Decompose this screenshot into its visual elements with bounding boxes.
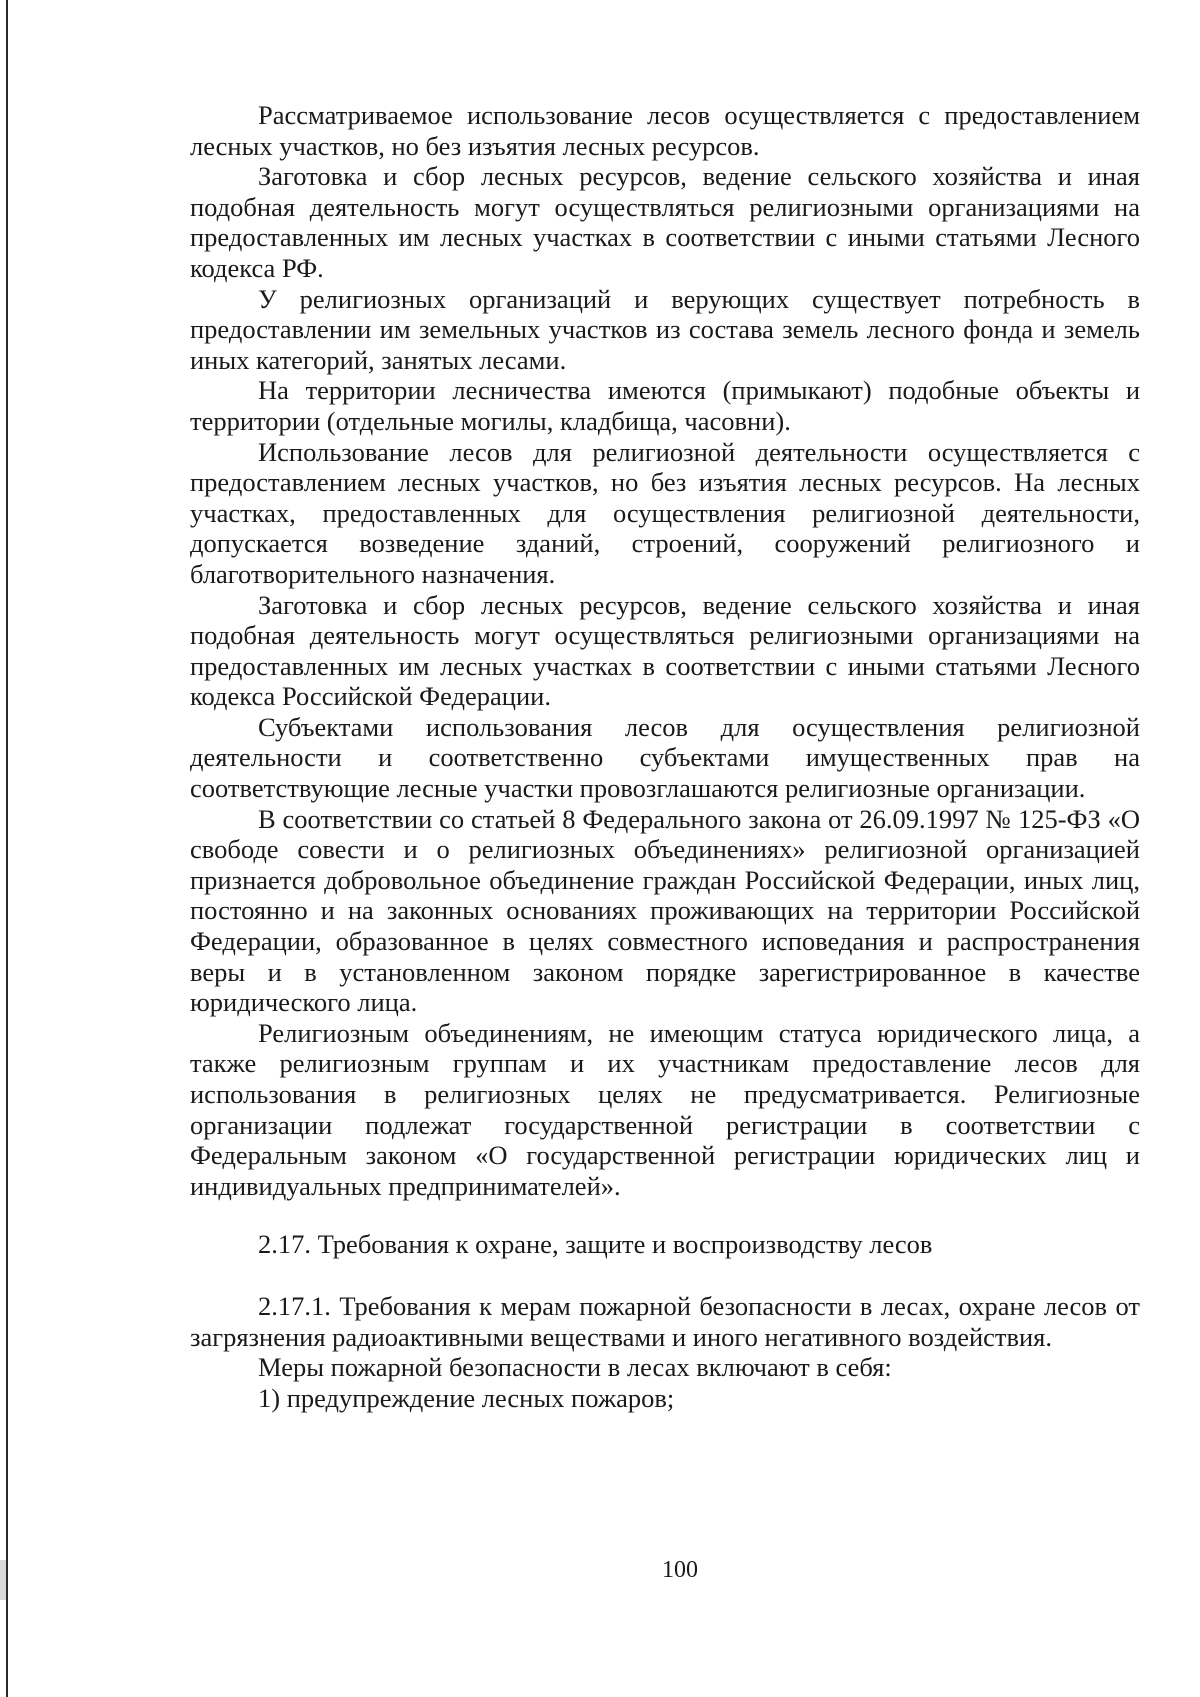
page-number-container bbox=[0, 1557, 1200, 1584]
paragraph: Субъектами использования лесов для осуществления религиозной деятельности и соответственно субъектами имущественных прав на соответствующие лесные участки провозглашаются религиозные организации. bbox=[190, 711, 1140, 804]
list-item: 1) предупреждение лесных пожаров; bbox=[258, 1382, 675, 1413]
paragraph: Заготовка и сбор лесных ресурсов, ведение сельского хозяйства и иная подобная деятельность могут осуществляться религиозными организациями на предоставленных им лесных участках в соответствии с иными статьями Лесного кодекса РФ. bbox=[190, 161, 1140, 283]
measures-intro: Меры пожарной безопасности в лесах включают в себя: bbox=[258, 1352, 892, 1383]
subsection-heading: 2.17.1. Требования к мерам пожарной безопасности в лесах, охране лесов от загрязнения радиоактивными веществами и иного негативного воздействия. bbox=[190, 1290, 1140, 1352]
document-body bbox=[190, 100, 1140, 1413]
section-heading: 2.17. Требования к охране, защите и воспроизводству лесов bbox=[258, 1229, 933, 1260]
scan-page-edge bbox=[6, 0, 8, 1697]
paragraph: Заготовка и сбор лесных ресурсов, ведение сельского хозяйства и иная подобная деятельность могут осуществляться религиозными организациями на предоставленных им лесных участках в соответствии с иными статьями Лесного кодекса Российской Федерации. bbox=[190, 589, 1140, 712]
page-number: 100 bbox=[662, 1557, 698, 1583]
paragraph: В соответствии со статьей 8 Федерального закона от 26.09.1997 № 125-ФЗ «О свободе совести и о религиозных объединениях» религиозной организацией признается добровольное объединение граждан Российской Федерации, иных лиц, постоянно и на законных основаниях проживающих на территории Российской Федерации, образованное в целях совместного исповедания и распространения веры и в установленном законом порядке зарегистрированное в качестве юридического лица. bbox=[190, 803, 1140, 1018]
paragraph: Рассматриваемое использование лесов осуществляется с предоставлением лесных участков, но без изъятия лесных ресурсов. bbox=[190, 100, 1140, 161]
paragraph: Использование лесов для религиозной деятельности осуществляется с предоставлением лесных участков, но без изъятия лесных ресурсов. На лесных участках, предоставленных для осуществления религиозной деятельности, допускается возведение зданий, строений, сооружений религиозного и благотворительного назначения. bbox=[190, 436, 1140, 589]
paragraph: Религиозным объединениям, не имеющим статуса юридического лица, а также религиозным группам и их участникам предоставление лесов для использования в религиозных целях не предусматривается. Религиозные организации подлежат государственной регистрации в соответствии с Федеральным законом «О государственной регистрации юридических лиц и индивидуальных предпринимателей». bbox=[190, 1017, 1140, 1201]
paragraph: На территории лесничества имеются (примыкают) подобные объекты и территории (отдельные могилы, кладбища, часовни). bbox=[190, 375, 1140, 436]
paragraph: У религиозных организаций и верующих существует потребность в предоставлении им земельных участков из состава земель лесного фонда и земель иных категорий, занятых лесами. bbox=[190, 283, 1140, 375]
